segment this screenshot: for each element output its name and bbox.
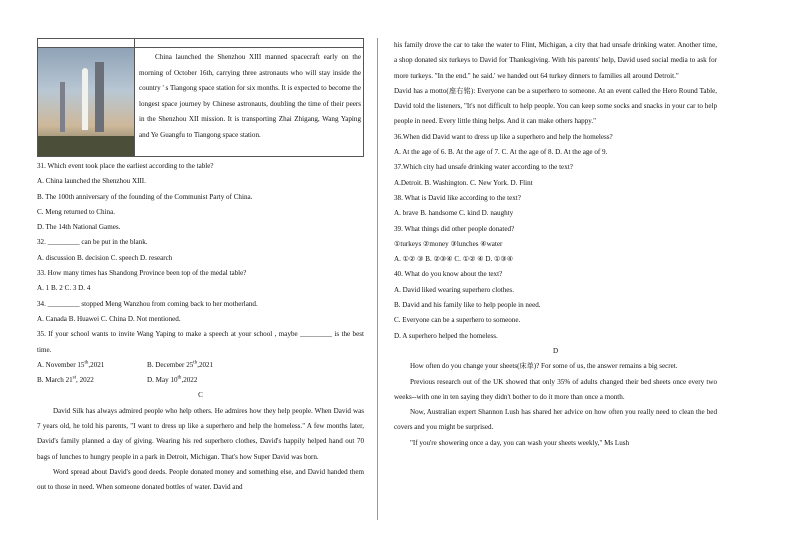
passage-d-paragraph-2: Previous research out of the UK showed that only 35% of adults changed their bed sheets once every two weeks--with one in ten saying they didn't bother to do it more than once a month. xyxy=(394,377,717,401)
q35-options-row1: A. November 15th,2021 B. December 25th,2021 xyxy=(37,360,214,369)
passage-c-paragraph-2: Word spread about David's good deeds. People donated money and something else, and David handed them out to those in need. When someone donated bottles of water. David and xyxy=(37,467,364,492)
q31-option-c: C. Meng returned to China. xyxy=(37,207,116,216)
q39-options: A. ①② ③ B. ②③④ C. ①② ④ D. ①③④ xyxy=(394,255,514,264)
q35: 35. If your school wants to invite Wang Yaping to make a speech at your school , maybe _________ is the best time. xyxy=(37,330,364,354)
q40-option-c: C. Everyone can be a superhero to someone. xyxy=(394,316,521,325)
q39-items: ①turkeys ②money ③lunches ④water xyxy=(394,239,503,248)
q40-option-b: B. David and his family like to help people in need. xyxy=(394,301,541,310)
news-text: China launched the Shenzhou XIII manned spacecraft early on the morning of October 16th, carrying three astronauts who will stay inside the country ' s Tiangong space station for six months. It is expected to become the longest space journey by Chinese astronauts, doubling the time of their peers in the Shenzhou XII mission. It is transporting Zhai Zhigang, Wang Yaping and Ye Guangfu to Tiangong space station. xyxy=(135,48,364,157)
q33-options: A. 1 B. 2 C. 3 D. 4 xyxy=(37,284,91,293)
section-c-heading: C xyxy=(198,391,203,400)
q39: 39. What things did other people donated? xyxy=(394,224,515,233)
q31: 31. Which event took place the earliest according to the table? xyxy=(37,162,214,170)
q36: 36.When did David want to dress up like a superhero and help the homeless? xyxy=(394,132,613,141)
q37: 37.Which city had unsafe drinking water according to the text? xyxy=(394,163,573,172)
q34-options: A. Canada B. Huawei C. China D. Not mentioned. xyxy=(37,314,181,323)
q40-option-a: A. David liked wearing superhero clothes. xyxy=(394,285,514,294)
news-table xyxy=(37,38,364,157)
q31-option-b: B. The 100th anniversary of the founding of the Communist Party of China. xyxy=(37,192,253,201)
column-divider xyxy=(377,38,378,520)
q31-option-d: D. The 14th National Games. xyxy=(37,223,121,232)
passage-c-motto: David has a motto(座右铭): Everyone can be a superhero to someone. At an event called the Hero Round Table, David told the listeners, "It's not difficult to help people. You can keep some socks and snacks in your car to help people in need. Every little thing helps. And it can make others happy." xyxy=(394,86,717,126)
q36-options: A. At the age of 6. B. At the age of 7. C. At the age of 8. D. At the age of 9. xyxy=(394,148,608,157)
passage-d-paragraph-1: How often do you change your sheets(床单)? For some of us, the answer remains a big secret. xyxy=(410,362,678,371)
q40-option-d: D. A superhero helped the homeless. xyxy=(394,331,498,340)
left-column xyxy=(37,38,364,496)
q32-options: A. discussion B. decision C. speech D. research xyxy=(37,253,173,262)
passage-d-paragraph-3: Now, Australian expert Shannon Lush has shared her advice on how often you really need to clean the bed covers and you might be surprised. xyxy=(394,408,717,432)
rocket-photo xyxy=(38,48,135,157)
section-d-heading: D xyxy=(552,346,559,355)
q38-options: A. brave B. handsome C. kind D. naughty xyxy=(394,209,514,218)
q33: 33. How many times has Shandong Province been top of the medal table? xyxy=(37,269,247,278)
q31-option-a: A. China launched the Shenzhou XIII. xyxy=(37,177,146,186)
passage-c-paragraph-1: David Silk has always admired people who help others. He admires how they help people. When David was 7 years old, he told his parents, "I want to dress up like a superhero and help the homeless." A few months later, David's family planned a day of giving. Wearing his red superhero clothes, David's happily helped hand out 70 bags of lunches to hungry people in a park in Detroit, Michigan. That's how Super David was born. xyxy=(37,406,364,461)
q37-options: A.Detroit. B. Washington. C. New York. D. Flint xyxy=(394,178,533,187)
q34: 34. _________ stopped Meng Wanzhou from coming back to her motherland. xyxy=(37,299,258,308)
q38: 38. What is David like according to the text? xyxy=(394,193,521,202)
q35-options-row2: B. March 21st, 2022 D. May 10th,2022 xyxy=(37,375,198,385)
passage-c-continued: his family drove the car to take the water to Flint, Michigan, a city that had unsafe drinking water. Another time, a shop donated six turkeys to David for Thanksgiving. With his parents' help, David used social media to ask for more turkeys. "In the end." he said.' we handed out 64 turkey dinners to families all around Detroit." xyxy=(394,41,717,80)
passage-d-paragraph-4: "If you're showering once a day, you can wash your sheets weekly," Ms Lush xyxy=(410,438,630,447)
right-column xyxy=(394,38,717,451)
q32: 32. _________ can be put in the blank. xyxy=(37,238,148,247)
q40: 40. What do you know about the text? xyxy=(394,270,503,279)
